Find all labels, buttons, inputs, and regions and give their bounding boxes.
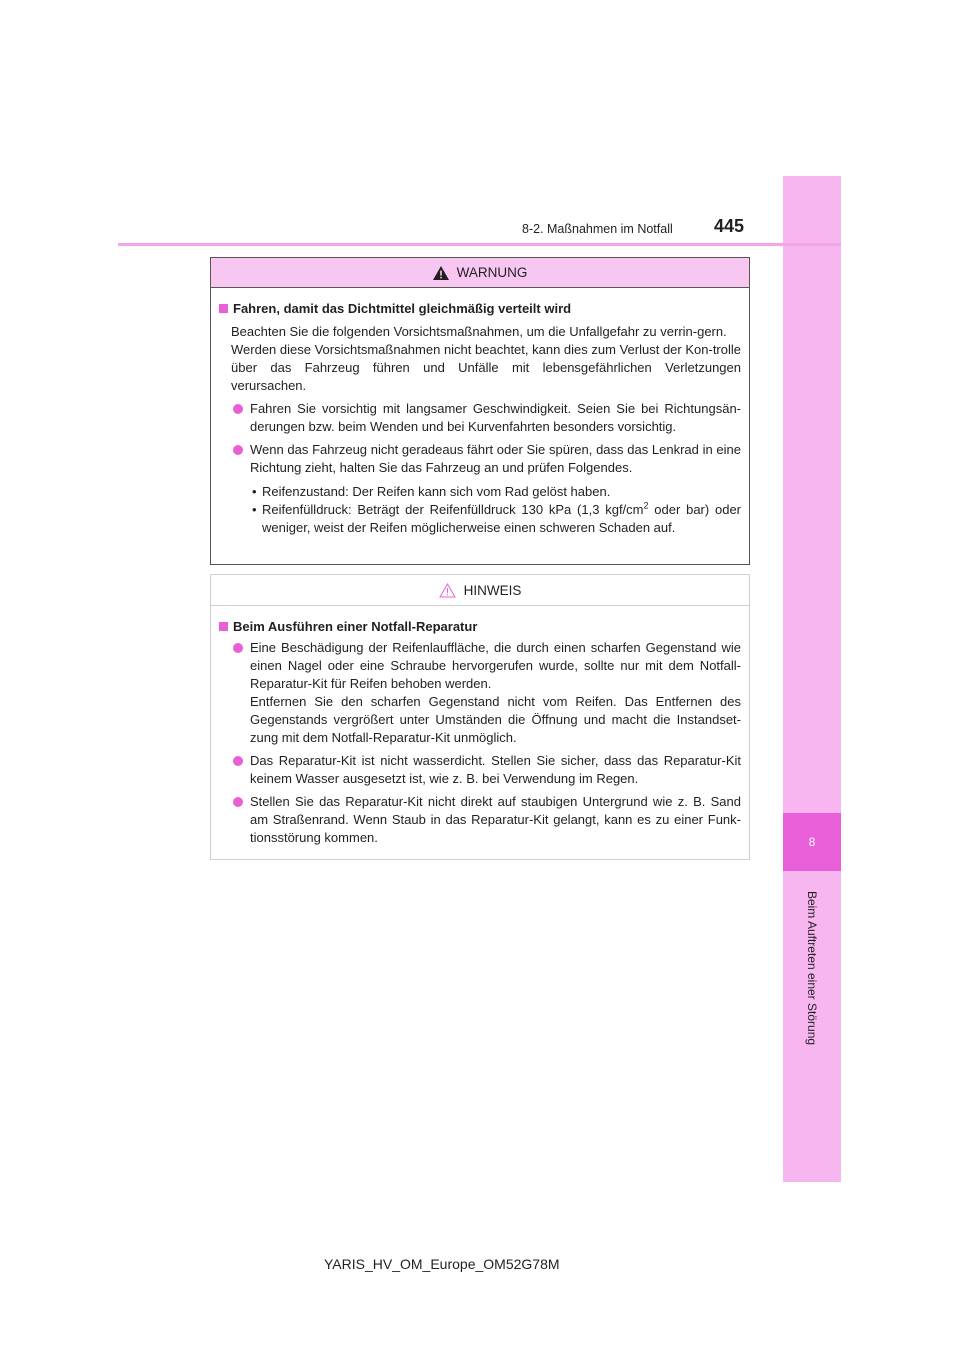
note-box <box>210 574 750 860</box>
warning-bullet <box>219 400 741 436</box>
warning-bullet-2-text: Wenn das Fahrzeug nicht geradeaus fährt oder Sie spüren, dass das Lenkrad in eine Richtung zieht, halten Sie das Fahrzeug an und prüfen Folgendes. <box>250 442 741 475</box>
round-bullet-icon <box>233 404 243 414</box>
chapter-title-vertical: Beim Auftreten einer Störung <box>805 890 819 1046</box>
sub-bullet-dot: • <box>252 484 257 499</box>
warning-box <box>210 257 750 565</box>
chapter-number-box <box>783 813 841 871</box>
chapter-number: 8 <box>808 835 816 849</box>
warning-heading: Fahren, damit das Dichtmittel gleichmäßig verteilt wird <box>233 301 572 316</box>
warning-heading-row <box>219 300 741 318</box>
warning-sub-2-text-a: Reifenfülldruck: Beträgt der Reifenfülldruck 130 kPa (1,3 kgf/cm <box>262 502 644 517</box>
note-header <box>211 575 749 606</box>
sub-bullet-dot: • <box>252 502 257 517</box>
warning-sub-1-text: Reifenzustand: Der Reifen kann sich vom Rad gelöst haben. <box>262 484 611 499</box>
square-bullet-icon <box>219 622 228 631</box>
note-bullet <box>219 639 741 693</box>
warning-sub-2-text-b: oder bar) oder weniger, weist der Reifen möglicherweise einen schweren Schaden auf. <box>262 502 741 535</box>
warning-bullet <box>219 441 741 477</box>
square-bullet-icon <box>219 304 228 313</box>
note-bullet-2-text: Das Reparatur-Kit ist nicht wasserdicht. Stellen Sie sicher, dass das Reparatur-Kit keinem Wasser ausgesetzt ist, wie z. B. bei Verwendung im Regen. <box>250 753 741 786</box>
warning-sub-item <box>219 483 741 501</box>
warning-sub-item <box>219 501 741 537</box>
note-heading-row <box>219 618 741 636</box>
warning-bullet-1-text: Fahren Sie vorsichtig mit langsamer Geschwindigkeit. Seien Sie bei Richtungsän-derungen bzw. beim Wenden und bei Kurvenfahrten besonders vorsichtig. <box>250 401 741 434</box>
note-bullet-1-text: Eine Beschädigung der Reifenlauffläche, die durch einen scharfen Gegenstand wie einen Nagel oder eine Schraube hervorgerufen wurde, sollte nur mit dem Notfall-Reparatur-Kit für Reifen behoben werden. <box>250 640 741 691</box>
note-bullet <box>219 793 741 847</box>
warning-intro-2: Werden diese Vorsichtsmaßnahmen nicht beachtet, kann dies zum Verlust der Kon-trolle über das Fahrzeug führen und Unfälle mit lebensgefährlichen Verletzungen verursachen. <box>231 342 741 393</box>
note-heading: Beim Ausführen einer Notfall-Reparatur <box>233 619 478 634</box>
warning-triangle-icon <box>433 266 449 280</box>
superscript-2: 2 <box>643 500 649 511</box>
note-bullet <box>219 752 741 788</box>
note-bullet-3-text: Stellen Sie das Reparatur-Kit nicht direkt auf staubigen Untergrund wie z. B. Sand am Straßenrand. Wenn Staub in das Reparatur-Kit gelangt, kann es zu einer Funk-tionsstörung kommen. <box>250 794 741 845</box>
round-bullet-icon <box>233 756 243 766</box>
warning-header <box>211 258 749 288</box>
round-bullet-icon <box>233 797 243 807</box>
note-title: HINWEIS <box>463 582 522 598</box>
note-body <box>211 606 749 847</box>
warning-body <box>211 288 749 537</box>
warning-title: WARNUNG <box>456 265 528 280</box>
page-number: 445 <box>714 216 745 236</box>
round-bullet-icon <box>233 643 243 653</box>
header-divider <box>118 243 841 246</box>
note-bullet-1-continuation: Entfernen Sie den scharfen Gegenstand nicht vom Reifen. Das Entfernen des Gegenstands vergrößert unter Umständen die Öffnung und macht die Instandset-zung mit dem Notfall-Reparatur-Kit unmöglich. <box>250 694 741 745</box>
section-title: 8-2. Maßnahmen im Notfall <box>522 222 673 236</box>
warning-intro: Beachten Sie die folgenden Vorsichtsmaßnahmen, um die Unfallgefahr zu verrin-gern. <box>231 324 727 339</box>
caution-triangle-icon <box>439 583 456 598</box>
document-id-footer: YARIS_HV_OM_Europe_OM52G78M <box>324 1256 560 1272</box>
round-bullet-icon <box>233 445 243 455</box>
